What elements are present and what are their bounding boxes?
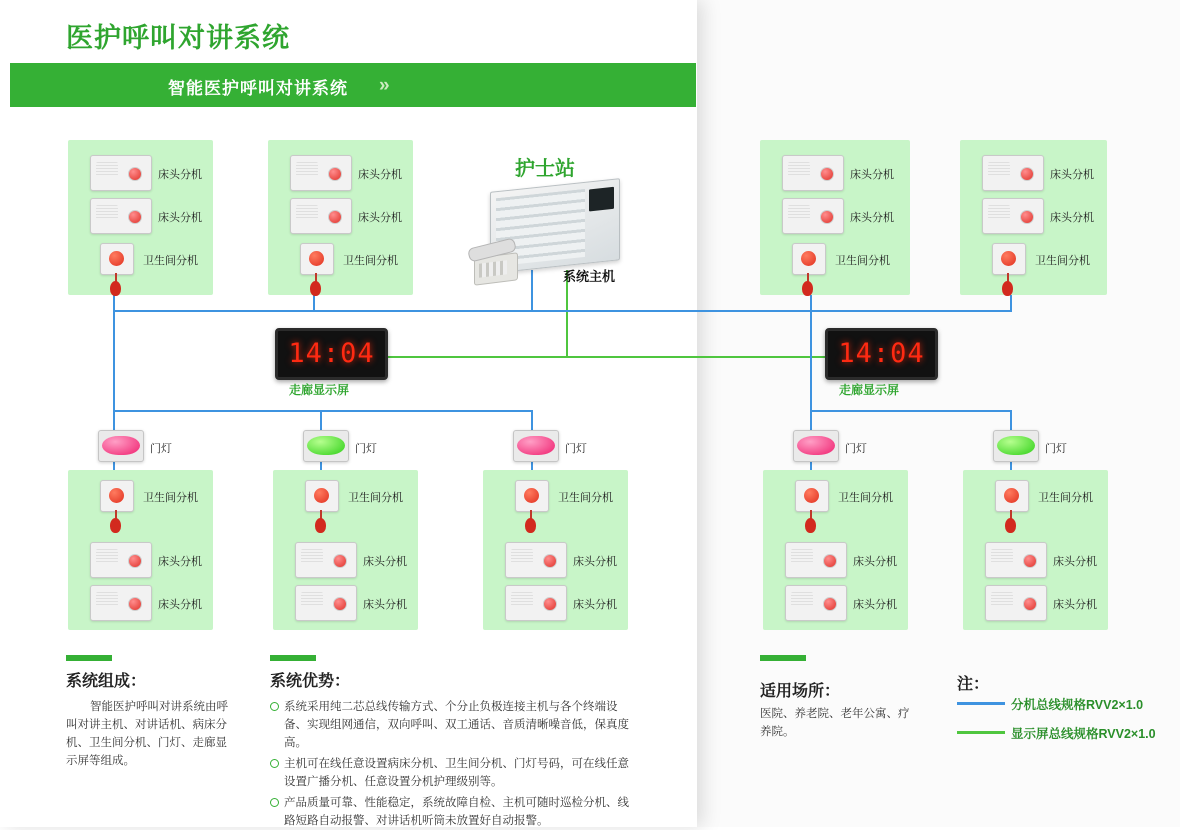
clock-time: 14:04 [838, 338, 925, 369]
bed-unit-label: 床头分机 [363, 556, 407, 568]
bed-unit[interactable] [505, 542, 567, 578]
corridor-display-label: 走廊显示屏 [289, 383, 350, 397]
chevron-right-icon: » [379, 75, 387, 96]
bathroom-unit-label: 卫生间分机 [1038, 492, 1093, 504]
wire-blue [531, 270, 533, 312]
bed-unit[interactable] [785, 585, 847, 621]
call-button-icon [109, 488, 124, 503]
call-button-icon [109, 251, 124, 266]
ward-group-8 [763, 470, 908, 630]
bathroom-unit-label: 卫生间分机 [143, 255, 198, 267]
bathroom-unit[interactable] [100, 480, 134, 512]
bed-unit[interactable] [295, 585, 357, 621]
bathroom-unit-label: 卫生间分机 [835, 255, 890, 267]
call-button-icon [128, 210, 142, 224]
pull-cord-handle-icon [310, 281, 321, 296]
bullet-icon [270, 759, 279, 768]
call-button-icon [1020, 210, 1034, 224]
bathroom-unit-label: 卫生间分机 [1035, 255, 1090, 267]
bed-unit[interactable] [785, 542, 847, 578]
nurse-station-title: 护士站 [515, 158, 575, 180]
call-button-icon [328, 210, 342, 224]
wire-blue [810, 410, 1012, 412]
door-lamp-label: 门灯 [150, 443, 172, 455]
advantage-text: 系统采用纯二芯总线传输方式、个分止负极连接主机与各个终端设备、实现组网通信，双向呼叫、双工通话、音质清晰噪音低，保真度高。 [284, 701, 629, 749]
legend-line-green [957, 731, 1005, 734]
ward-group-5 [68, 470, 213, 630]
legend-label-green: 显示屏总线规格RVV2×1.0 [1011, 727, 1156, 741]
wire-blue [810, 410, 812, 432]
ward-group-6 [273, 470, 418, 630]
ward-group-3 [760, 140, 910, 295]
pull-cord-handle-icon [110, 518, 121, 533]
bed-unit-label: 床头分机 [850, 212, 894, 224]
ward-group-7 [483, 470, 628, 630]
bed-unit[interactable] [985, 542, 1047, 578]
host-label: 系统主机 [563, 269, 616, 284]
call-button-icon [524, 488, 539, 503]
bed-unit[interactable] [90, 585, 152, 621]
pull-cord-handle-icon [805, 518, 816, 533]
bathroom-unit[interactable] [300, 243, 334, 275]
section-tick [760, 655, 806, 661]
bed-unit[interactable] [782, 198, 844, 234]
call-button-icon [128, 554, 142, 568]
call-button-icon [820, 210, 834, 224]
advantage-text: 产品质量可靠、性能稳定，系统故障自检、主机可随时巡检分机、线路短路自动报警、对讲话机听筒未放置好自动报警。 [284, 797, 629, 827]
bathroom-unit-label: 卫生间分机 [348, 492, 403, 504]
bathroom-unit[interactable] [795, 480, 829, 512]
bed-unit-label: 床头分机 [358, 169, 402, 181]
bed-unit-label: 床头分机 [358, 212, 402, 224]
wire-blue [113, 410, 533, 412]
door-lamp-3[interactable] [513, 430, 559, 462]
call-button-icon [1023, 597, 1037, 611]
host-screen [589, 187, 614, 212]
bathroom-unit-label: 卫生间分机 [343, 255, 398, 267]
green-banner [10, 63, 696, 107]
bed-unit-label: 床头分机 [573, 599, 617, 611]
bed-unit[interactable] [90, 155, 152, 191]
call-button-icon [128, 167, 142, 181]
ward-group-1 [68, 140, 213, 295]
scenarios-heading: 适用场所： [760, 683, 841, 700]
bed-unit-label: 床头分机 [853, 556, 897, 568]
call-button-icon [309, 251, 324, 266]
advantage-item [284, 755, 639, 791]
corridor-display-right[interactable] [825, 328, 938, 380]
door-lamp-5[interactable] [993, 430, 1039, 462]
composition-text: 智能医护呼叫对讲系统由呼叫对讲主机、对讲话机、病床分机、卫生间分机、门灯、走廊显示屏等组成。 [66, 701, 228, 767]
wire-blue [1010, 410, 1012, 432]
advantage-item [284, 698, 639, 752]
door-lamp-dome-icon [517, 436, 555, 455]
bathroom-unit[interactable] [792, 243, 826, 275]
door-lamp-dome-icon [307, 436, 345, 455]
clock-time: 14:04 [288, 338, 375, 369]
bathroom-unit-label: 卫生间分机 [838, 492, 893, 504]
bed-unit-label: 床头分机 [158, 556, 202, 568]
legend-line-blue [957, 702, 1005, 705]
pull-cord-handle-icon [802, 281, 813, 296]
bed-unit[interactable] [505, 585, 567, 621]
call-button-icon [804, 488, 819, 503]
door-lamp-4[interactable] [793, 430, 839, 462]
composition-heading: 系统组成： [66, 673, 147, 690]
pull-cord-handle-icon [315, 518, 326, 533]
legend-label-blue: 分机总线规格RVV2×1.0 [1011, 698, 1144, 712]
bed-unit-label: 床头分机 [853, 599, 897, 611]
bed-unit-label: 床头分机 [850, 169, 894, 181]
bed-unit[interactable] [90, 542, 152, 578]
intercom-phone[interactable] [468, 243, 520, 283]
wire-blue [533, 310, 1012, 312]
wire-blue [810, 290, 812, 412]
bullet-icon [270, 798, 279, 807]
bed-unit-label: 床头分机 [158, 599, 202, 611]
bed-unit[interactable] [90, 198, 152, 234]
section-tick [270, 655, 316, 661]
bed-unit[interactable] [290, 198, 352, 234]
bathroom-unit[interactable] [995, 480, 1029, 512]
bed-unit[interactable] [985, 585, 1047, 621]
door-lamp-label: 门灯 [1045, 443, 1067, 455]
banner-text: 智能医护呼叫对讲系统 [168, 79, 348, 98]
pull-cord-handle-icon [1002, 281, 1013, 296]
ward-group-2 [268, 140, 413, 295]
bathroom-unit-label: 卫生间分机 [143, 492, 198, 504]
call-button-icon [543, 554, 557, 568]
wire-blue [113, 310, 533, 312]
pull-cord-handle-icon [110, 281, 121, 296]
page-title: 医护呼叫对讲系统 [66, 23, 290, 53]
call-button-icon [1020, 167, 1034, 181]
door-lamp-dome-icon [102, 436, 140, 455]
call-button-icon [820, 167, 834, 181]
call-button-icon [333, 554, 347, 568]
bed-unit-label: 床头分机 [1050, 169, 1094, 181]
pull-cord-handle-icon [525, 518, 536, 533]
bed-unit-label: 床头分机 [1053, 599, 1097, 611]
door-lamp-2[interactable] [303, 430, 349, 462]
call-button-icon [823, 597, 837, 611]
call-button-icon [314, 488, 329, 503]
call-button-icon [1004, 488, 1019, 503]
corridor-display-label: 走廊显示屏 [839, 383, 900, 397]
bed-unit[interactable] [782, 155, 844, 191]
door-lamp-1[interactable] [98, 430, 144, 462]
bathroom-unit-label: 卫生间分机 [558, 492, 613, 504]
bed-unit-label: 床头分机 [1053, 556, 1097, 568]
call-button-icon [801, 251, 816, 266]
bathroom-unit[interactable] [992, 243, 1026, 275]
wire-blue [113, 410, 115, 432]
door-lamp-dome-icon [997, 436, 1035, 455]
note-heading: 注： [957, 676, 990, 693]
bed-unit-label: 床头分机 [573, 556, 617, 568]
advantages-heading: 系统优势： [270, 673, 351, 690]
bathroom-unit[interactable] [305, 480, 339, 512]
bed-unit-label: 床头分机 [363, 599, 407, 611]
wire-blue [113, 290, 115, 412]
bed-unit[interactable] [982, 155, 1044, 191]
door-lamp-dome-icon [797, 436, 835, 455]
bed-unit[interactable] [290, 155, 352, 191]
section-tick [66, 655, 112, 661]
call-button-icon [1001, 251, 1016, 266]
bathroom-unit[interactable] [100, 243, 134, 275]
bathroom-unit[interactable] [515, 480, 549, 512]
call-button-icon [823, 554, 837, 568]
call-button-icon [1023, 554, 1037, 568]
call-button-icon [328, 167, 342, 181]
call-button-icon [128, 597, 142, 611]
door-lamp-label: 门灯 [845, 443, 867, 455]
pull-cord-handle-icon [1005, 518, 1016, 533]
wire-blue [320, 410, 322, 432]
bed-unit-label: 床头分机 [1050, 212, 1094, 224]
call-button-icon [543, 597, 557, 611]
call-button-icon [333, 597, 347, 611]
bed-unit-label: 床头分机 [158, 212, 202, 224]
ward-group-9 [963, 470, 1108, 630]
bed-unit[interactable] [982, 198, 1044, 234]
corridor-display-left[interactable] [275, 328, 388, 380]
advantage-item [284, 794, 639, 830]
scenarios-text: 医院、养老院、老年公寓、疗养院。 [760, 708, 910, 738]
bed-unit-label: 床头分机 [158, 169, 202, 181]
wire-blue [531, 410, 533, 432]
door-lamp-label: 门灯 [355, 443, 377, 455]
door-lamp-label: 门灯 [565, 443, 587, 455]
advantage-text: 主机可在线任意设置病床分机、卫生间分机、门灯号码，可在线任意设置广播分机、任意设置分机护理级别等。 [284, 758, 629, 788]
ward-group-4 [960, 140, 1107, 295]
bullet-icon [270, 702, 279, 711]
bed-unit[interactable] [295, 542, 357, 578]
